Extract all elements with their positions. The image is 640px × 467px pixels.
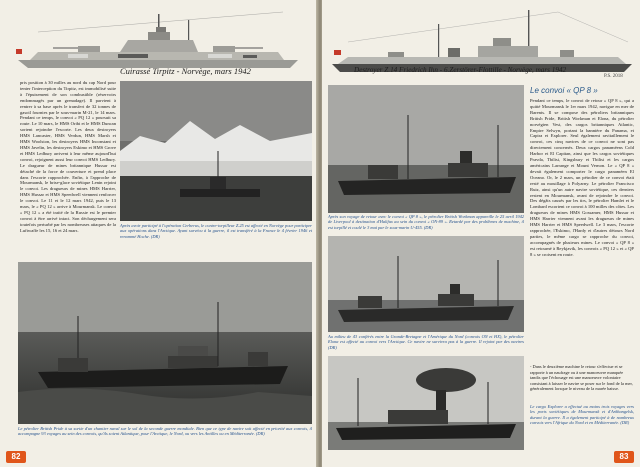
z25-destroyer-photo (120, 81, 312, 221)
tirpitz-caption: Cuirassé Tirpitz - Norvège, mars 1942 (120, 66, 251, 76)
footnote-text: - Dans le deuxième machine le retour s'effectue et se rapporte à un naufrage ou à une manoeuvre manquée tandis que l'échouage est une manoeuvre volontaire consistant à laisser le navire se poser sur le fond de la mer, généralement lorsque le niveau de la marée baisse. (530, 364, 633, 392)
z25-photo-caption: Après avoir participé à l'opération Cerberus, le contre-torpilleur Z.25 est affecté en Norvège pour participer aux opérations dans l'Arctique. Ayant survécu à la guerre, il est transféré à la France le 4 février 1946 et renommé Hoche. (DR) (120, 223, 312, 239)
elona-tanker-photo (328, 236, 524, 332)
page-number-right: 83 (614, 451, 634, 463)
british-workman-photo-caption: Après son voyage de retour avec le convoi « QP 8 », le pétrolier British Workman appareille le 25 avril 1942 de Liverpool à destination d'Halifax au sein du convoi « ON-89 ». Retardé par des problèmes de machine, il est torpillé et coulé le 3 mai par le sous-marin U-455. (DR) (328, 214, 524, 230)
left-body-paragraph: pris position à 30 milles au nord du cap Nord pour tenter l'interception du Tirpitz, est immobilisé suite à l'épuisement de son combustible (réservoirs endommagés par un grenadage). Il parvient à rentrer à sa base après le transfert de 32 tonnes de gasoil fournies par le sous-marin M-21, le 14 mars. Pendant ce temps, le convoi « PQ 12 » poursuit sa route. Le 10 mars, le HMS Oribi et le HMS Duncan sortent rejoindre l'escorte. Les deux destroyers HMS Lancaster, HMS Verdun, HMS Marsh et HMS Woolston, les destroyers HMS Inconstant et HMS Javelin, les destroyers Eskimo et HMS Grove et HMS Ledbury arrivent à leur même aujourd'hui convoi, rejoignent aussi leur convoi HMS Ledbury. Le dragueur de mines britannique Hussar est détaché de la force de couverture et prend place dans l'escorte rapprochée. Enfin, à l'approche de Mourmansk, le brise-glace soviétique Lenin rejoint le convoi. Les dragueurs de mines HMS Harrier, HMS Hussar et HMS Speedwell viennent renforcer le convoi. Le 11 et le 12 mars 1942, puis le 13 mars, le « PQ 12 » arrive à Mourmansk. Le convoi « PQ 12 » a été traité de la Russie est le premier convoi à être arrivé intact. Son déchargement sera toutefois perturbé par les nombreuses attaques de la Luftwaffe les 15, 16 et 24 mars. (20, 80, 116, 233)
page-number-left: 82 (6, 451, 26, 463)
british-pride-photo-caption: Le pétrolier British Pride à sa sortie d'un chantier naval sur le sol de la seconde guerre mondiale. Bien que ce type de navire soit affecté en priorité aux convois, il accompagne 93 voyages au sein des convois, qu'ils soient Atlantique, pour l'Arctique, le Nord, ou vers les Antilles ou en Méditerranée. (DR) (18, 426, 312, 437)
right-body-text (530, 98, 634, 360)
explorer-cargo-photo (328, 356, 524, 450)
left-body-text (20, 80, 116, 260)
illustration-credit: P.S. 2018 (604, 74, 623, 79)
left-page (0, 0, 318, 467)
explorer-photo-caption: Le cargo Explorer a effectué au moins trois voyages vers les ports soviétiques de Mourmansk et d'Arkhangelsk, durant la guerre. Il a également participé à de nombreux convois vers l'Afrique du Nord et en Méditerranée. (DR) (530, 404, 634, 426)
right-body-paragraph: Pendant ce temps, le convoi de retour « QP 8 », qui a quitté Mourmansk le 1er mars 1942, navigue en mer de Barents. Il se compose des pétroliers britanniques British Pride, British Workman et Elona, du pétrolier norvégien Vest, des cargos britanniques Atlantic, Empire Selwyn, portant la bannière du Panama, et Capira et Explorer. Seul également ravitaillement le convoi, ces cinq navires de ce convoi ne sont pas directement concernés. Deux cargos panaméens Cold Harbor et El Capitan, ainsi que les cargos soviétiques Pravda, Tbilisi, Kingsbury et Tbilisi et les cargos américains Larrange et Mount Vernon. Le « QP 8 » devait également comporter le cargo panaméen El Oceano. Or, le 2 mars, un pétrolier de ce convoi était resté au mouillage à Polyarny. Le pétrolier Francisco Ruiz, ainsi qu'un autre navire soviétique, ces derniers restent en Mourmansk, avant de rejoindre le convoi. Des dégâts causés par les tirs, le pétrolier Hamlet et le Lombard escortent ce convoi à 100 milles des côtes. Les dragueurs de mines HMS Gossamer, HMS Hussar et HMS Harrier viennent avant les dragueurs de mines HMS Harrier et HMS Speedwell. Le 3 mars, l'escorte rapprochée, l'Eskimo, l'Hardy et d'autres détours Nord parties, le même cargo se rapproche du convoi, accompagnés de plusieurs mines. Le convoi « QP 8 » est retourné à Reykjavik, les convois « PQ 12 » et « QP 8 » se croisent en route. (530, 98, 634, 257)
british-pride-tanker-photo (18, 262, 312, 424)
right-page (322, 0, 640, 467)
z14-caption: Destroyer Z.14 Friedrich Ihn - 6.Zerstörer-Flottille - Norvège, mars 1942 (354, 66, 567, 74)
british-workman-tanker-photo (328, 85, 524, 213)
qp8-section-title: Le convoi « QP 8 » (530, 86, 598, 95)
elona-photo-caption: Au milieu de 43 conférés entre la Grande-Bretagne et l'Amérique du Nord (convois ON et HX), le pétrolier Elona est affecté au convoi vers l'Arctique. Ce navire ne survivra pas à la guerre. Il rejoint par des navires (DR) (328, 334, 524, 350)
